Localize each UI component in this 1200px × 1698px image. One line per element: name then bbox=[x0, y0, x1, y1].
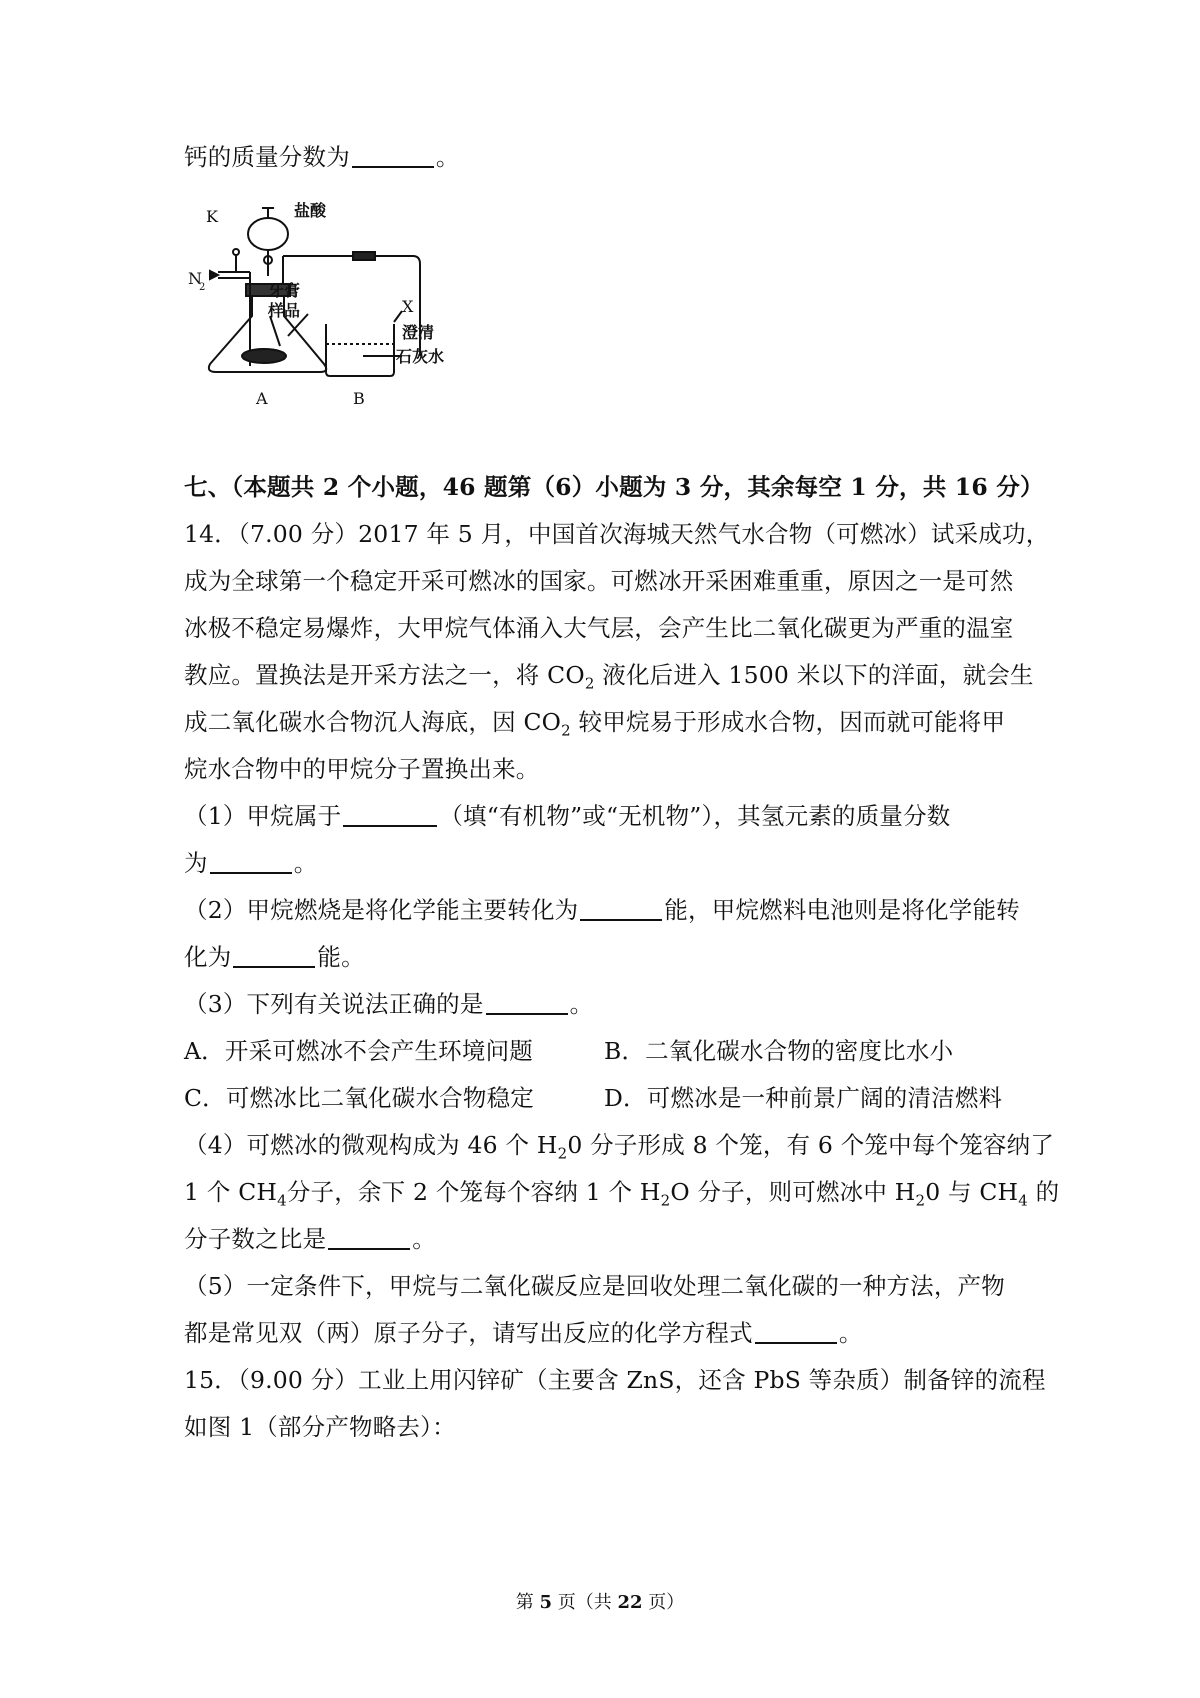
q15-line-1: 15．（9.00 分）工业上用闪锌矿（主要含 ZnS，还含 PbS 等杂质）制备锌的流程 bbox=[184, 1366, 1046, 1394]
option-c[interactable]: C．可燃冰比二氧化碳水合物稳定 bbox=[184, 1084, 534, 1112]
answer-blank[interactable] bbox=[328, 1226, 410, 1250]
label-sample-2: 样品 bbox=[268, 301, 301, 320]
option-a[interactable]: A．开采可燃冰不会产生环境问题 bbox=[184, 1037, 533, 1065]
apparatus-figure bbox=[188, 196, 448, 416]
q13-text: 钙的质量分数为 bbox=[184, 143, 350, 171]
label-n2: N bbox=[188, 269, 202, 288]
label-hydrochloric-acid: 盐酸 bbox=[294, 201, 327, 220]
answer-blank[interactable] bbox=[343, 803, 437, 827]
page-footer: 第 5 页（共 22 页） bbox=[515, 1592, 685, 1613]
q14-part-4-cont: 1 个 $CH_4$分子，余下 2 个笼每个容纳 1 个 $H_2O$ 分子，则可燃冰中 $H_20$ 与 $CH_4$ 的 bbox=[184, 1178, 1060, 1210]
answer-blank[interactable] bbox=[210, 850, 292, 874]
q14-part-1-cont: 为 。 bbox=[184, 849, 318, 877]
label-a: A bbox=[256, 389, 268, 408]
separatory-funnel bbox=[248, 218, 288, 250]
q14-line-3: 冰极不稳定易爆炸，大甲烷气体涌入大气层，会产生比二氧化碳更为严重的温室 bbox=[184, 614, 1014, 642]
q13-tail: 钙的质量分数为 。 bbox=[184, 143, 460, 171]
q14-part-4: （4）可燃冰的微观构成为 46 个 $H_20$ 分子形成 8 个笼，有 6 个笼中每个笼容纳了 bbox=[184, 1131, 1055, 1163]
answer-blank[interactable] bbox=[352, 144, 434, 168]
total-pages: 22 bbox=[617, 1592, 643, 1613]
q14-part-5: （5）一定条件下，甲烷与二氧化碳反应是回收处理二氧化碳的一种方法，产物 bbox=[184, 1272, 1005, 1300]
q14-part-5-cont: 都是常见双（两）原子分子，请写出反应的化学方程式 。 bbox=[184, 1319, 863, 1347]
beaker-b bbox=[326, 324, 394, 376]
label-clear: 澄清 bbox=[402, 323, 435, 342]
q14-part-2-cont: 化为 能。 bbox=[184, 943, 365, 971]
q14-line-2: 成为全球第一个稳定开采可燃冰的国家。可燃冰开采困难重重，原因之一是可然 bbox=[184, 567, 1014, 595]
option-d[interactable]: D．可燃冰是一种前景广阔的清洁燃料 bbox=[604, 1084, 1003, 1112]
q14-part-2: （2）甲烷燃烧是将化学能主要转化为 能，甲烷燃料电池则是将化学能转 bbox=[184, 896, 1020, 924]
q14-part-3: （3）下列有关说法正确的是 。 bbox=[184, 990, 594, 1018]
q14-line-4: 教应。置换法是开采方法之一，将 $CO_2$ 液化后进入 1500 米以下的洋面，就会生 bbox=[184, 661, 1034, 693]
option-b[interactable]: B．二氧化碳水合物的密度比水小 bbox=[604, 1037, 954, 1065]
label-limewater: 石灰水 bbox=[396, 347, 445, 366]
label-b: B bbox=[353, 389, 365, 408]
q14-line-6: 烷水合物中的甲烷分子置换出来。 bbox=[184, 755, 540, 783]
q14-options-row-1 bbox=[184, 1034, 953, 1068]
page-number: 5 bbox=[539, 1592, 552, 1613]
label-k: K bbox=[206, 207, 218, 226]
q14-line-1: 14．（7.00 分）2017 年 5 月，中国首次海城天然气水合物（可燃冰）试采成功， bbox=[184, 520, 1050, 548]
label-sample-1: 牙膏 bbox=[268, 281, 301, 300]
q14-options-row-2 bbox=[184, 1081, 1002, 1115]
q14-part-1: （1）甲烷属于 （填“有机物”或“无机物”），其氢元素的质量分数 bbox=[184, 802, 951, 830]
answer-blank[interactable] bbox=[233, 944, 315, 968]
q15-line-2: 如图 1（部分产物略去）： bbox=[184, 1413, 456, 1441]
svg-text:2: 2 bbox=[199, 282, 206, 293]
label-x: X bbox=[402, 297, 414, 316]
answer-blank[interactable] bbox=[486, 991, 568, 1015]
answer-blank[interactable] bbox=[755, 1320, 837, 1344]
q14-line-5: 成二氧化碳水合物沉人海底，因 $CO_2$ 较甲烷易于形成水合物，因而就可能将甲 bbox=[184, 708, 1006, 740]
answer-blank[interactable] bbox=[580, 897, 662, 921]
section-heading: 七、（本题共 2 个小题，46 题第（6）小题为 3 分，其余每空 1 分，共 16 分） bbox=[184, 473, 1044, 501]
q14-part-4-end: 分子数之比是 。 bbox=[184, 1225, 436, 1253]
